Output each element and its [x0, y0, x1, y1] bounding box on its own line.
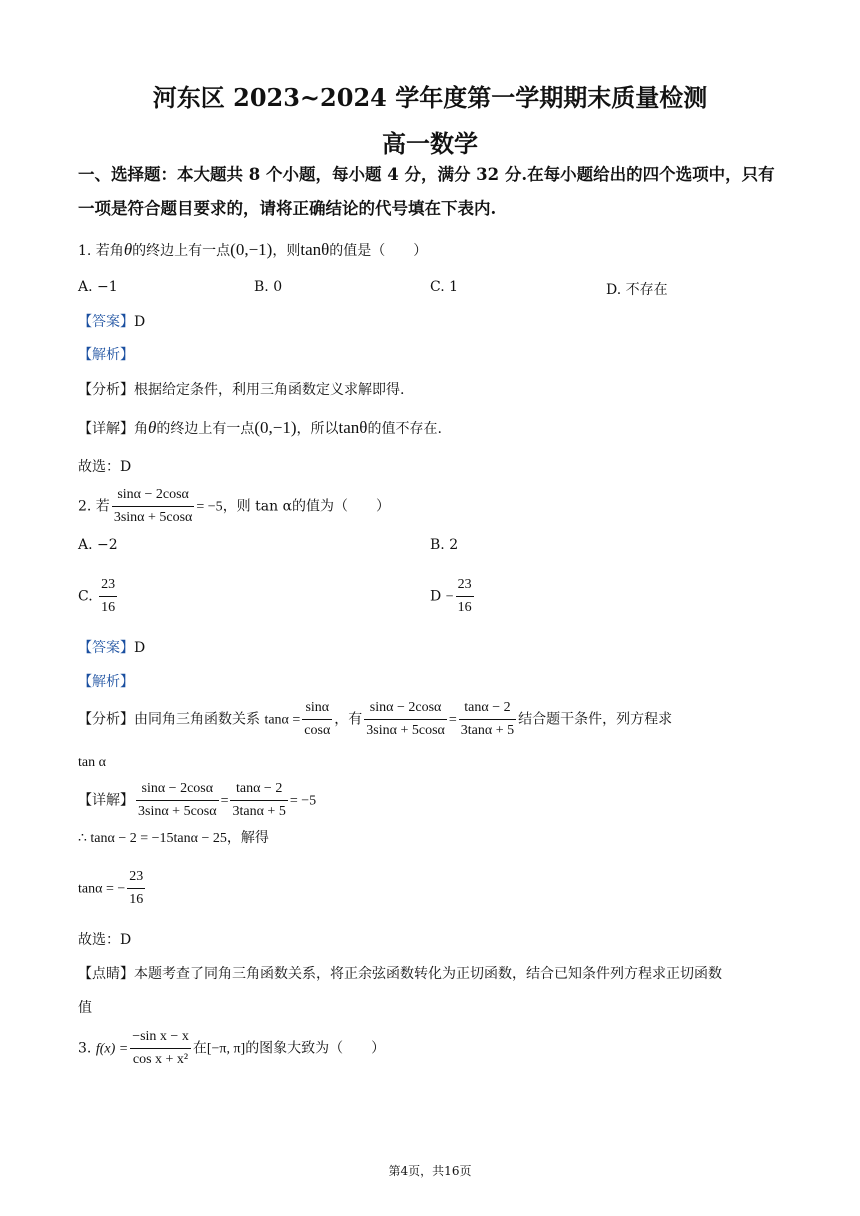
q2-option-c-den: 16 — [101, 600, 116, 615]
q1-analysis-label: 【解析】 — [78, 347, 134, 363]
dianjing-label: 【点睛】 — [78, 966, 134, 982]
q2-dianjing-b: 值 — [78, 1000, 92, 1016]
q2-option-b: B. 2 — [430, 537, 459, 553]
q1-stem-b: 的终边上有一点 — [132, 243, 231, 259]
q2-answer — [78, 638, 145, 658]
q2-answer-value: D — [134, 640, 146, 656]
q2-fenxi: 【分析】由同角三角函数关系 tanα = $\frac{\sin\alpha}{\cos\alpha}$ ，有 $\frac{\sin\alpha - 2\cos\alpha}{3\sin\alpha + 5\cos\alpha}$ = $\frac{\tan\alpha - 2}{3\tan\alpha + 5}$ 结合题干条件，列方程求 — [78, 697, 672, 742]
q2-stem — [78, 484, 390, 529]
q1-option-c: C. 1 — [430, 279, 459, 295]
q1-option-b: B. 0 — [254, 279, 283, 295]
q2-fenxi-c: 结合题干条件，列方程求 — [518, 711, 673, 728]
q2-detail-fraction1 — [136, 778, 219, 823]
q2-fenxi-f3-num: tanα − 2 — [459, 697, 516, 720]
q2-eq-rhs: = −5 — [196, 499, 223, 515]
q2-dianjing — [78, 964, 722, 984]
page-footer: 第4页，共16页 — [388, 1164, 472, 1178]
q1-detail-c: ，所以 — [296, 421, 339, 437]
q2-fenxi-sin: sinα — [302, 697, 332, 720]
detail-label: 【详解】 — [78, 792, 134, 809]
q2-detail-f2-den: 3tanα + 5 — [232, 804, 286, 819]
q1-detail-b: 的终边上有一点 — [156, 421, 255, 437]
q2-result-den: 16 — [129, 892, 144, 907]
q1-option-a: A. −1 — [78, 279, 118, 295]
q2-fenxi-d — [78, 752, 106, 773]
q2-result-fraction — [127, 866, 145, 911]
q2-fenxi-fraction3 — [459, 697, 516, 742]
q2-detail-f1-den: 3sinα + 5cosα — [138, 804, 217, 819]
detail-label: 【详解】 — [78, 421, 134, 437]
answer-label: 【答案】 — [78, 640, 134, 656]
q2-option-d-den: 16 — [457, 600, 472, 615]
q2-fenxi-b: ，有 — [334, 711, 363, 728]
q2-option-d-num: 23 — [456, 574, 474, 597]
q2-therefore: ∴ tanα − 2 = −15tanα − 25，解得 — [78, 831, 269, 846]
q2-fraction-num: sinα − 2cosα — [112, 484, 195, 507]
q3-interval: [−π, π] — [206, 1041, 246, 1057]
q2-fenxi-tan: tanα = — [264, 712, 301, 728]
q2-fenxi-f2-den: 3sinα + 5cosα — [366, 723, 445, 738]
q2-option-d-sign: − — [445, 589, 454, 605]
q2-detail-f1-num: sinα − 2cosα — [136, 778, 219, 801]
q3-fraction — [130, 1026, 191, 1071]
q1-fenxi — [78, 380, 404, 400]
q1-detail-d: 的值不存在. — [367, 421, 442, 437]
q2-detail-fraction2 — [230, 778, 287, 823]
q2-fenxi-cos: cosα — [304, 723, 331, 738]
q2-option-c — [78, 574, 119, 619]
q1-detail-tan: tanθ — [338, 418, 368, 437]
q1-option-d: D. 不存在 — [606, 282, 668, 298]
q2-detail-f2-num: tanα − 2 — [230, 778, 287, 801]
q2-detail-rhs: = −5 — [289, 793, 317, 809]
q3-stem — [78, 1026, 385, 1071]
q2-option-d-label: D — [430, 588, 442, 605]
answer-label: 【答案】 — [78, 314, 134, 330]
q2-fenxi-f3-den: 3tanα + 5 — [460, 723, 515, 738]
q3-num: 3. — [78, 1040, 92, 1057]
q2-option-c-num: 23 — [99, 574, 117, 597]
q2-fraction — [112, 484, 195, 529]
q3-stem-b: 在 — [192, 1040, 207, 1057]
q2-fraction-den: 3sinα + 5cosα — [113, 510, 193, 525]
q3-fraction-den: cos x + x² — [132, 1052, 189, 1067]
q2-option-d — [430, 574, 476, 619]
q1-stem-a: 1. 若角 — [78, 243, 124, 259]
q2-analysis-label: 【解析】 — [78, 674, 134, 690]
section-heading — [78, 158, 788, 226]
q1-detail-theta: θ — [148, 418, 157, 437]
q2-detail: 【详解】 $\frac{\sin\alpha - 2\cos\alpha}{3\sin\alpha + 5\cos\alpha}$ = $\frac{\tan\alpha - 2}{3\tan\alpha + 5}$ = −5 — [78, 778, 316, 823]
q2-stem-b: ，则 tan α的值为（ ） — [222, 498, 391, 515]
q1-answer — [78, 312, 145, 332]
exam-subject: 高一数学 — [382, 129, 478, 158]
q1-stem — [78, 240, 427, 261]
q2-fenxi-fraction2 — [364, 697, 447, 742]
section-heading-line1: 一、选择题：本大题共 8 个小题，每小题 4 分，满分 32 分.在每小题给出的四个选项中，只有 — [78, 165, 775, 184]
q1-fenxi-text: 根据给定条件，利用三角函数定义求解即得. — [134, 382, 405, 398]
q1-choose: 故选：D — [78, 459, 132, 475]
q2-result-num: 23 — [127, 866, 145, 889]
q2-option-a: A. −2 — [78, 537, 118, 553]
q2-fenxi-a: 由同角三角函数关系 — [134, 711, 260, 728]
q2-option-c-label: C. — [78, 588, 93, 605]
q1-stem-d: 的值是（ ） — [329, 243, 428, 259]
q2-fenxi-f2-num: sinα − 2cosα — [364, 697, 447, 720]
exam-title: 河东区 2023~2024 学年度第一学期期末质量检测 — [152, 83, 708, 112]
q2-result — [78, 866, 147, 911]
section-heading-line2: 一项是符合题目要求的，请将正确结论的代号填在下表内. — [78, 199, 497, 218]
q1-detail — [78, 418, 442, 439]
q3-fraction-num: −sin x − x — [130, 1026, 191, 1049]
q1-detail-point: (0,−1) — [254, 418, 297, 437]
q2-dianjing-a: 本题考查了同角三角函数关系，将正余弦函数转化为正切函数，结合已知条件列方程求正切函数 — [134, 966, 722, 982]
q1-answer-value: D — [134, 314, 146, 330]
q1-stem-c: ，则 — [272, 243, 301, 259]
q1-theta: θ — [123, 240, 133, 259]
q2-fenxi-fraction1 — [302, 697, 332, 742]
q2-fenxi-d-text: tan α — [78, 755, 106, 770]
q1-detail-a: 角 — [134, 421, 148, 437]
q2-choose: 故选：D — [78, 932, 132, 948]
q3-stem-c: 的图象大致为（ ） — [245, 1040, 386, 1057]
q1-tan: tanθ — [300, 240, 330, 259]
fenxi-label: 【分析】 — [78, 711, 134, 728]
q2-result-lhs: tanα = − — [78, 881, 126, 897]
q3-fx: f(x) = — [95, 1041, 129, 1057]
q2-num: 2. 若 — [78, 498, 110, 515]
q1-point: (0,−1) — [230, 240, 273, 259]
q2-option-d-fraction — [456, 574, 474, 619]
q2-option-c-fraction — [99, 574, 117, 619]
fenxi-label: 【分析】 — [78, 382, 134, 398]
